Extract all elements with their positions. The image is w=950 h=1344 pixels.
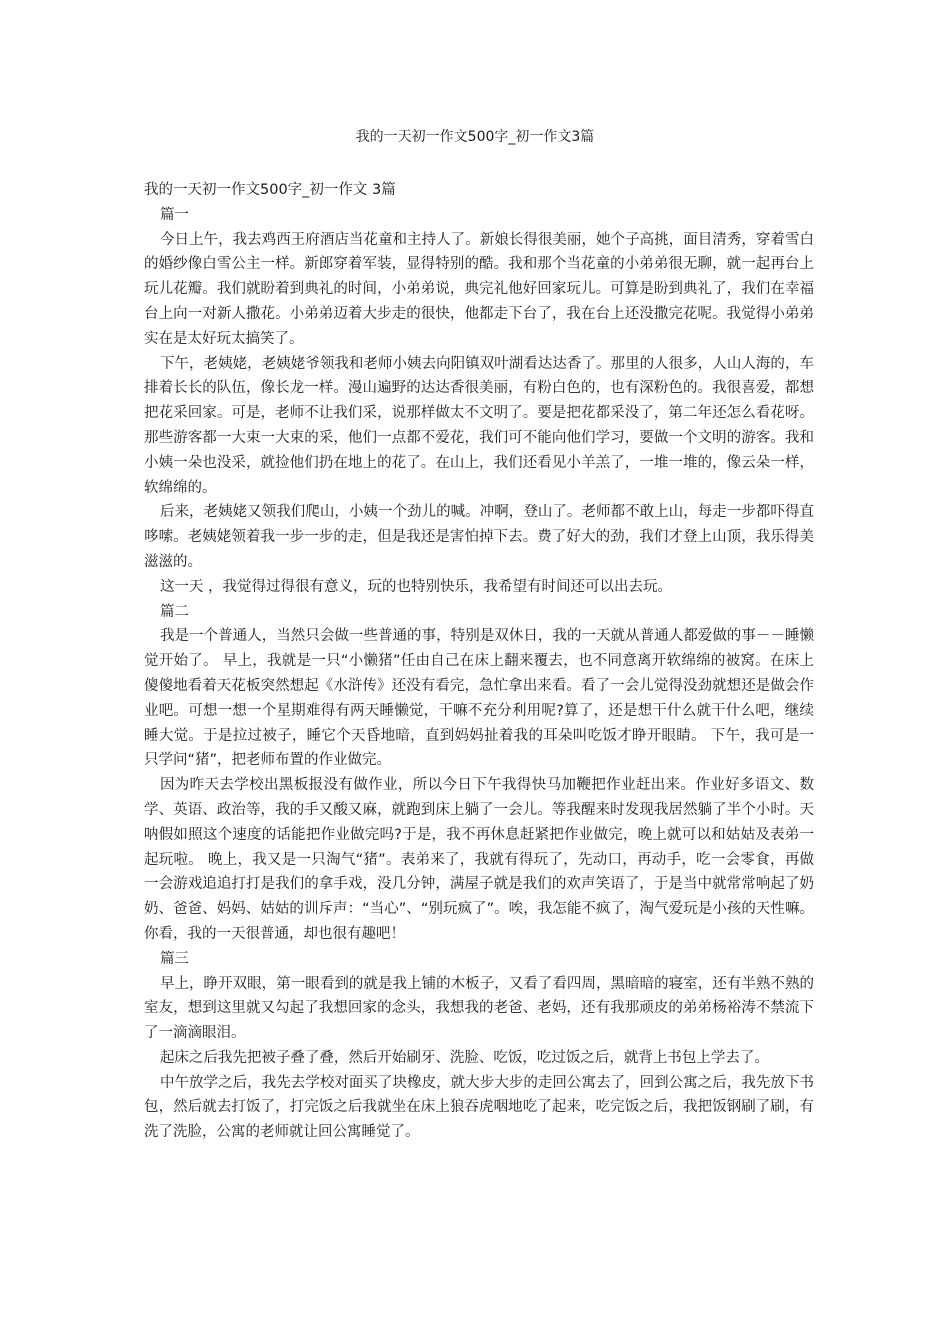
paragraph: 因为昨天去学校出黑板报没有做作业，所以今日下午我得快马加鞭把作业赶出来。作业好多语文、数学、英语、政治等，我的手又酸又麻，就跑到床上躺了一会儿。等我醒来时发现我居然躺了半个小时。天呐假如照这个速度的话能把作业做完吗?于是，我不再休息赶紧把作业做完，晚上就可以和姑姑及表弟一起玩啦。 晚上，我又是一只淘气“猪”。表弟来了，我就有得玩了，先动口，再动手，吃一会零食，再做一会游戏追追打打是我们的拿手戏，没几分钟，满屋子就是我们的欢声笑语了，于是当中就常常响起了奶奶、爸爸、妈妈、姑姑的训斥声：“当心”、“别玩疯了”。唉，我怎能不疯了，淘气爱玩是小孩的天性嘛。 你看，我的一天很普通，却也很有趣吧！ — [144, 777, 814, 942]
paragraph: 起床之后我先把被子叠了叠，然后开始刷牙、洗脸、吃饭，吃过饭之后，就背上书包上学去了。 — [159, 1049, 769, 1066]
paragraph: 下午，老姨姥，老姨姥爷领我和老师小姨去向阳镇双叶湖看达达香了。那里的人很多，人山人海的，车排着长长的队伍，像长龙一样。漫山遍野的达达香很美丽，有粉白色的，也有深粉色的。我很喜爱，都想把花采回家。可是，老师不让我们采，说那样做太不文明了。要是把花都采没了，第二年还怎么看花呀。那些游客都一大束一大束的采，他们一点都不爱花，我们可不能向他们学习，要做一个文明的游客。我和小姨一朵也没采，就捡他们扔在地上的花了。在山上，我们还看见小羊羔了，一堆一堆的，像云朵一样，软绵绵的。 — [144, 355, 814, 496]
paragraph: 后来，老姨姥又领我们爬山，小姨一个劲儿的喊。冲啊，登山了。老师都不敢上山，每走一步都吓得直哆嗦。老姨姥领着我一步一步的走，但是我还是害怕掉下去。费了好大的劲，我们才登上山顶，我乐得美滋滋的。 — [144, 504, 814, 570]
section-heading-1: 篇一 — [159, 206, 189, 223]
section-heading-2: 篇二 — [159, 603, 189, 620]
paragraph: 早上，睁开双眼，第一眼看到的就是我上铺的木板子，又看了看四周，黑暗暗的寝室，还有半熟不熟的室友，想到这里就又勾起了我想回家的念头，我想我的老爸、老妈，还有我那顽皮的弟弟杨裕涛不禁流下了一滴滴眼泪。 — [144, 975, 814, 1042]
paragraph: 中午放学之后，我先去学校对面买了块橡皮，就大步大步的走回公寓去了，回到公寓之后，我先放下书包，然后就去打饭了，打完饭之后我就坐在床上狼吞虎咽地吃了起来，吃完饭之后，我把饭钢刷了刷，有洗了洗脸，公寓的老师就让回公寓睡觉了。 — [144, 1074, 814, 1141]
section-heading-3: 篇三 — [159, 950, 189, 967]
page-title: 我的一天初一作文500字_初一作文3篇 — [355, 129, 595, 145]
document-body — [144, 178, 814, 1145]
document-subtitle: 我的一天初一作文500字_初一作文 3篇 — [144, 182, 396, 198]
paragraph: 这一天 ，我觉得过得很有意义，玩的也特别快乐，我希望有时间还可以出去玩。 — [159, 578, 673, 595]
paragraph: 我是一个普通人，当然只会做一些普通的事，特别是双休日，我的一天就从普通人都爱做的事－－睡懒觉开始了。 早上，我就是一只“小懒猪”任由自己在床上翻来覆去，也不同意离开软绵绵的被窝。在床上傻傻地看着天花板突然想起《水浒传》还没有看完，急忙拿出来看。看了一会儿觉得没劲就想还是做会作业吧。可想一想一个星期难得有两天睡懒觉，干嘛不充分利用呢?算了，还是想干什么就干什么吧，继续睡大觉。于是拉过被子，睡它个天昏地暗，直到妈妈扯着我的耳朵叫吃饭才睁开眼睛。 下午，我可是一只学问“猪”，把老师布置的作业做完。 — [144, 628, 814, 769]
paragraph: 今日上午，我去鸡西王府酒店当花童和主持人了。新娘长得很美丽，她个子高挑，面目清秀，穿着雪白的婚纱像白雪公主一样。新郎穿着军装，显得特别的酷。我和那个当花童的小弟弟很无聊，就一起再台上玩儿花瓣。我们就盼着到典礼的时间，小弟弟说，典完礼他好回家玩儿。可算是盼到典礼了，我们在幸福台上向一对新人撒花。小弟弟迈着大步走的很快，他都走下台了，我在台上还没撒完花呢。我觉得小弟弟实在是太好玩太搞笑了。 — [144, 231, 814, 347]
